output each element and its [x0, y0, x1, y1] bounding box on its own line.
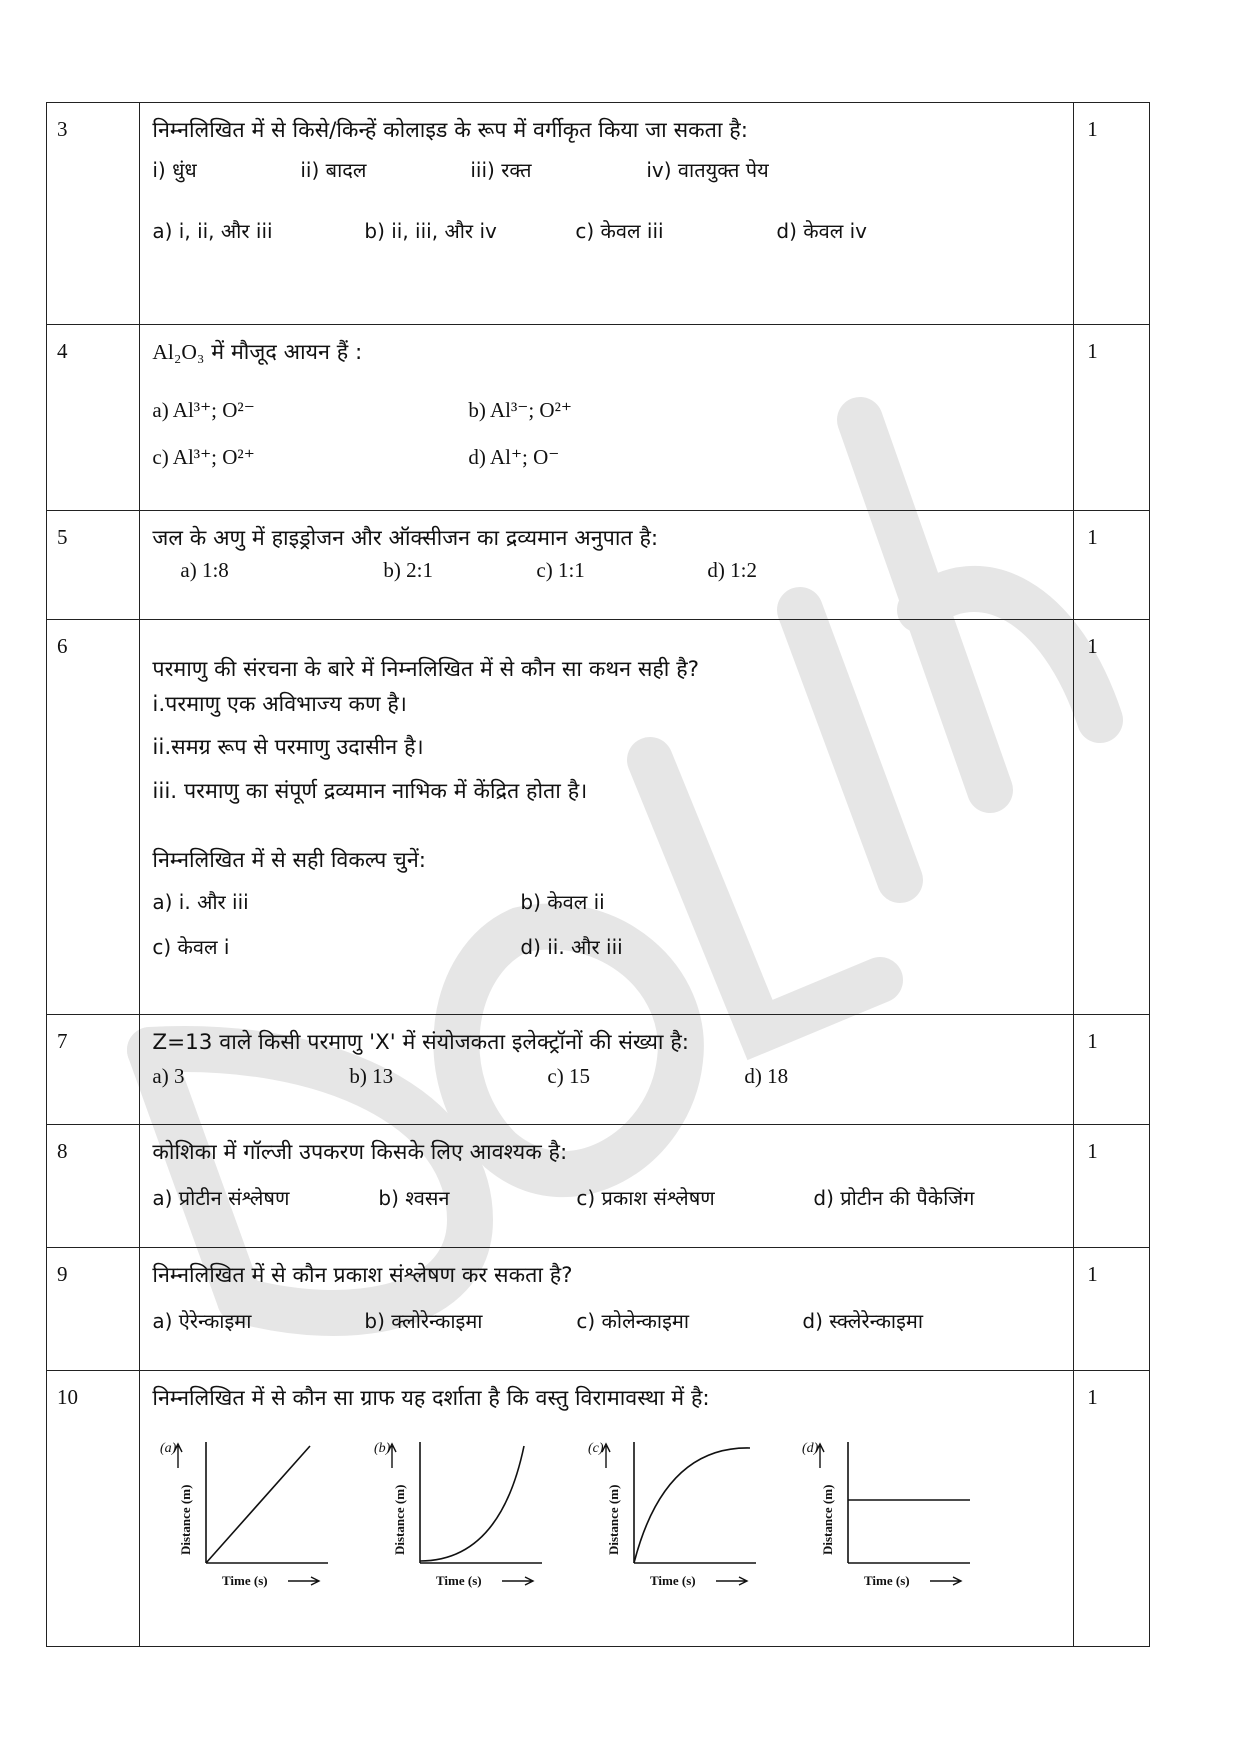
graph-label: (c) — [588, 1441, 604, 1457]
item: ii) बादल — [300, 158, 367, 183]
x-arrow — [716, 1577, 747, 1585]
question-number: 3 — [47, 103, 140, 325]
option-list — [152, 398, 1061, 423]
option: d) प्रोटीन की पैकेजिंग — [813, 1186, 975, 1211]
question-marks: 1 — [1074, 103, 1150, 325]
x-axis-label: Time (s) — [222, 1573, 268, 1589]
question-stem: निम्नलिखित में से किसे/किन्हें कोलाइड के रूप में वर्गीकृत किया जा सकता है: — [152, 118, 748, 143]
option: b) 2:1 — [383, 558, 433, 583]
option-list — [152, 445, 1061, 470]
question-row — [47, 1371, 1150, 1647]
question-number: 7 — [47, 1015, 140, 1125]
x-axis-label: Time (s) — [650, 1573, 696, 1589]
x-axis-label: Time (s) — [436, 1573, 482, 1589]
question-marks: 1 — [1074, 1371, 1150, 1647]
question-body — [140, 1371, 1074, 1647]
graph-option — [372, 1428, 562, 1602]
question-stem — [152, 337, 1061, 368]
option: d) स्क्लेरेन्काइमा — [802, 1309, 924, 1334]
option: b) ii, iii, और iv — [364, 219, 497, 244]
option: c) 15 — [547, 1064, 590, 1089]
graph-curve — [420, 1446, 524, 1561]
question-marks: 1 — [1074, 325, 1150, 511]
stem-text: में मौजूद आयन हैं : — [211, 340, 363, 365]
question-row — [47, 103, 1150, 325]
item-list — [152, 156, 1061, 183]
graph-option — [586, 1428, 776, 1602]
distance-time-graph — [800, 1428, 990, 1598]
option: c) प्रकाश संश्लेषण — [576, 1186, 715, 1211]
option: b) 13 — [349, 1064, 394, 1089]
option: b) श्वसन — [378, 1186, 450, 1211]
y-axis-label: Distance (m) — [820, 1484, 836, 1556]
option: a) प्रोटीन संश्लेषण — [152, 1186, 290, 1211]
question-row — [47, 325, 1150, 511]
statement: i.परमाणु एक अविभाज्य कण है। — [152, 692, 407, 718]
question-stem: परमाणु की संरचना के बारे में निम्नलिखित में से कौन सा कथन सही है? — [152, 657, 700, 682]
option-list — [152, 1064, 1061, 1089]
x-arrow — [288, 1577, 319, 1585]
x-arrow — [502, 1577, 533, 1585]
question-row — [47, 1015, 1150, 1125]
question-number: 6 — [47, 620, 140, 1015]
question-number: 5 — [47, 511, 140, 620]
question-number: 10 — [47, 1371, 140, 1647]
question-row — [47, 511, 1150, 620]
item: i) धुंध — [152, 158, 197, 183]
x-axis-label: Time (s) — [864, 1573, 910, 1589]
question-table — [46, 102, 1150, 1647]
option: a) 1:8 — [180, 558, 229, 583]
option: d) Al⁺; O⁻ — [468, 445, 560, 470]
option-list — [152, 1184, 1061, 1211]
question-stem: कोशिका में गॉल्जी उपकरण किसके लिए आवश्यक है: — [152, 1140, 568, 1165]
graph-label: (d) — [802, 1441, 819, 1457]
choose-instruction: निम्नलिखित में से सही विकल्प चुनें: — [152, 847, 426, 873]
option: c) कोलेन्काइमा — [576, 1309, 690, 1334]
formula: Al₂O₃ — [152, 340, 205, 364]
question-stem: निम्नलिखित में से कौन प्रकाश संश्लेषण कर सकता है? — [152, 1263, 573, 1288]
option: a) i. और iii — [152, 889, 249, 914]
question-number: 8 — [47, 1125, 140, 1248]
graph-curve — [206, 1446, 310, 1563]
question-body — [140, 1248, 1074, 1371]
question-number: 9 — [47, 1248, 140, 1371]
graph-option — [158, 1428, 348, 1602]
question-stem: जल के अणु में हाइड्रोजन और ऑक्सीजन का द्रव्यमान अनुपात है: — [152, 526, 659, 551]
question-stem: निम्नलिखित में से कौन सा ग्राफ यह दर्शाता है कि वस्तु विरामावस्था में है: — [152, 1386, 710, 1411]
option: c) केवल iii — [575, 219, 664, 244]
graph-label: (a) — [160, 1441, 177, 1457]
item: iii) रक्त — [470, 158, 532, 183]
option: d) 1:2 — [707, 558, 757, 583]
x-arrow — [930, 1577, 961, 1585]
question-row — [47, 1125, 1150, 1248]
question-row — [47, 620, 1150, 1015]
question-row — [47, 1248, 1150, 1371]
statement: ii.समग्र रूप से परमाणु उदासीन है। — [152, 735, 424, 761]
option: b) क्लोरेन्काइमा — [364, 1309, 483, 1334]
question-marks: 1 — [1074, 1248, 1150, 1371]
question-body — [140, 1015, 1074, 1125]
y-axis-label: Distance (m) — [606, 1484, 622, 1556]
option: c) Al³⁺; O²⁺ — [152, 445, 255, 470]
option: c) केवल i — [152, 934, 230, 959]
option: a) 3 — [152, 1064, 185, 1089]
question-body — [140, 325, 1074, 511]
graph-option — [800, 1428, 990, 1602]
question-marks: 1 — [1074, 620, 1150, 1015]
option: a) ऐरेन्काइमा — [152, 1309, 252, 1334]
question-body — [140, 103, 1074, 325]
question-marks: 1 — [1074, 511, 1150, 620]
graph-curve — [634, 1448, 750, 1563]
question-body — [140, 511, 1074, 620]
y-axis-label: Distance (m) — [392, 1484, 408, 1556]
option: d) ii. और iii — [520, 934, 623, 959]
option: d) केवल iv — [776, 219, 868, 244]
option-list — [152, 558, 1061, 583]
y-axis-label: Distance (m) — [178, 1484, 194, 1556]
option: b) केवल ii — [520, 889, 605, 914]
question-stem: Z=13 वाले किसी परमाणु 'X' में संयोजकता इलेक्ट्रॉनों की संख्या है: — [152, 1030, 689, 1055]
option-list — [152, 217, 1061, 244]
graph-options — [158, 1428, 1061, 1602]
graph-label: (b) — [374, 1441, 391, 1457]
question-marks: 1 — [1074, 1125, 1150, 1248]
option-list — [152, 888, 1061, 915]
question-marks: 1 — [1074, 1015, 1150, 1125]
item: iv) वातयुक्त पेय — [646, 158, 769, 183]
option: c) 1:1 — [536, 558, 585, 583]
distance-time-graph — [372, 1428, 562, 1598]
question-body — [140, 620, 1074, 1015]
option: b) Al³⁻; O²⁺ — [468, 398, 572, 423]
option: a) Al³⁺; O²⁻ — [152, 398, 255, 423]
option-list — [152, 1307, 1061, 1334]
option: d) 18 — [744, 1064, 789, 1089]
distance-time-graph — [586, 1428, 776, 1598]
question-number: 4 — [47, 325, 140, 511]
option-list — [152, 933, 1061, 960]
distance-time-graph — [158, 1428, 348, 1598]
question-body — [140, 1125, 1074, 1248]
statement: iii. परमाणु का संपूर्ण द्रव्यमान नाभिक में केंद्रित होता है। — [152, 778, 588, 804]
option: a) i, ii, और iii — [152, 219, 273, 244]
